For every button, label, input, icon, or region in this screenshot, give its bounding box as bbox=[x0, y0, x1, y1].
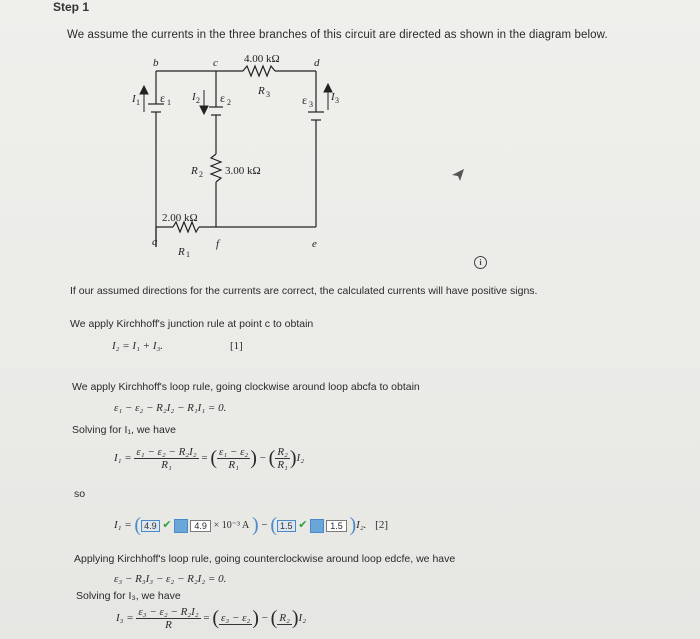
node-d-label: d bbox=[314, 57, 320, 69]
solve3-tail: I₂ bbox=[298, 612, 307, 625]
r1-label: R bbox=[178, 246, 185, 257]
junction-ref: [1] bbox=[230, 340, 243, 352]
circuit-diagram bbox=[118, 52, 348, 257]
step-title: Step 1 bbox=[53, 0, 90, 14]
solve3-numerator: ε₃ − ε₂ − R₂I₂ bbox=[138, 606, 199, 618]
assumption-text: If our assumed directions for the currents are correct, the calculated currents will have positive signs. bbox=[70, 285, 538, 297]
pencil-icon[interactable] bbox=[310, 519, 324, 533]
e3-label: ε bbox=[302, 93, 308, 107]
so-label: so bbox=[74, 488, 86, 500]
r3-sub: 3 bbox=[266, 90, 270, 99]
node-b-label: b bbox=[153, 57, 159, 69]
junction-intro: We apply Kirchhoff's junction rule at point c to obtain bbox=[70, 318, 314, 330]
i1-label: I bbox=[132, 93, 136, 105]
result-lhs: I₁ = bbox=[114, 519, 132, 532]
solve1-ratio-denominator: R₁ bbox=[277, 459, 288, 471]
solve1-tail: I₂ bbox=[296, 452, 305, 465]
loop1-equation: ε₁ − ε₂ − R₂I₂ − R₁I₁ = 0. bbox=[114, 402, 227, 414]
solve1-ratio-numerator: R₂ bbox=[277, 446, 288, 458]
solve1-mid-denominator: R₁ bbox=[228, 459, 239, 471]
solve1-ratio-fraction bbox=[275, 446, 290, 471]
r3-value: 4.00 kΩ bbox=[244, 53, 280, 65]
solve3-equation: I₃ = $\frac{\text{ε₃ − ε₂ − R₂I₂}}{R}$ = ( ε₃ − ε₂ ) − ( R₂ )I₂ bbox=[116, 606, 307, 631]
solve1-intro: Solving for I₁, we have bbox=[72, 424, 176, 436]
pencil-icon[interactable] bbox=[174, 519, 188, 533]
node-c-label: c bbox=[213, 57, 218, 69]
solve3-mid-fraction bbox=[219, 612, 252, 625]
times-unit: × 10⁻³ A bbox=[213, 520, 250, 532]
e3-sub: 3 bbox=[309, 100, 313, 109]
check-icon: ✔ bbox=[162, 519, 172, 532]
solve1-equation: I₁ = $\frac{\text{ε₁ − ε₂ − R₂I₂}}{\text{R₁}}$ = ( $\frac{\text{ε₁ − ε₂}}{\text{R₁}}$ ) − ( $\frac{\text{R₂}}{\text{R₁}}$ )I₂ bbox=[114, 446, 305, 471]
e1-sub: 1 bbox=[167, 98, 171, 107]
result-tail: I₂. bbox=[356, 519, 367, 532]
i1-sub: 1 bbox=[136, 98, 140, 107]
solve3-intro: Solving for I₃, we have bbox=[76, 590, 181, 602]
loop2-equation: ε₃ − R₃I₃ − ε₂ − R₂I₂ = 0. bbox=[114, 573, 227, 585]
solve1-lhs: I₁ = bbox=[114, 452, 132, 465]
solve1-mid-fraction bbox=[217, 446, 250, 471]
e1-label: ε bbox=[160, 91, 166, 105]
solve3-denominator: R bbox=[165, 619, 172, 631]
result-equation: I₁ = ( 4.9 ✔ 4.9 × 10⁻³ A ) − ( 1.5 ✔ 1.5 )I₂. [2] bbox=[114, 514, 388, 536]
node-a-label: a bbox=[152, 236, 158, 248]
junction-equation: I₂ = I₁ + I₃. bbox=[112, 340, 164, 352]
check-icon: ✔ bbox=[298, 519, 308, 532]
info-icon[interactable]: i bbox=[474, 256, 487, 269]
loop1-intro: We apply Kirchhoff's loop rule, going clockwise around loop abcfa to obtain bbox=[72, 381, 420, 393]
r2-sub: 2 bbox=[199, 170, 203, 179]
i2-sub: 2 bbox=[196, 96, 200, 105]
r3-label: R bbox=[258, 85, 265, 97]
r2-label: R bbox=[191, 165, 198, 177]
e2-label: ε bbox=[220, 91, 226, 105]
loop2-intro: Applying Kirchhoff's loop rule, going counterclockwise around loop edcfe, we have bbox=[74, 553, 456, 565]
r1-value: 2.00 kΩ bbox=[162, 212, 198, 224]
solve3-fraction bbox=[136, 606, 200, 631]
r1-sub: 1 bbox=[186, 250, 190, 257]
r2-value: 3.00 kΩ bbox=[225, 165, 261, 177]
solve3-mid-numerator: ε₃ − ε₂ bbox=[221, 612, 251, 624]
e2-sub: 2 bbox=[227, 98, 231, 107]
solve1-numerator: ε₁ − ε₂ − R₂I₂ bbox=[136, 446, 197, 458]
solve3-lhs: I₃ = bbox=[116, 612, 134, 625]
solve1-fraction bbox=[134, 446, 198, 471]
intro-text: We assume the currents in the three branches of this circuit are directed as shown in the diagram below. bbox=[67, 29, 608, 41]
solve1-denominator: R₁ bbox=[161, 459, 172, 471]
result-ref: [2] bbox=[375, 519, 388, 532]
solve1-mid-numerator: ε₁ − ε₂ bbox=[219, 446, 249, 458]
mouse-cursor-icon bbox=[451, 168, 465, 182]
answer-box-1: 4.9 bbox=[190, 520, 211, 532]
input-field-2[interactable]: 1.5 bbox=[277, 520, 296, 532]
i3-label: I bbox=[331, 91, 335, 103]
i3-sub: 3 bbox=[335, 96, 339, 105]
node-e-label: e bbox=[312, 238, 317, 250]
solve3-ratio-numerator: R₂ bbox=[279, 612, 290, 624]
answer-box-2: 1.5 bbox=[326, 520, 347, 532]
node-f-label: f bbox=[216, 238, 220, 250]
i2-label: I bbox=[192, 91, 196, 103]
solve3-ratio-fraction bbox=[277, 612, 292, 625]
input-field-1[interactable]: 4.9 bbox=[141, 520, 160, 532]
